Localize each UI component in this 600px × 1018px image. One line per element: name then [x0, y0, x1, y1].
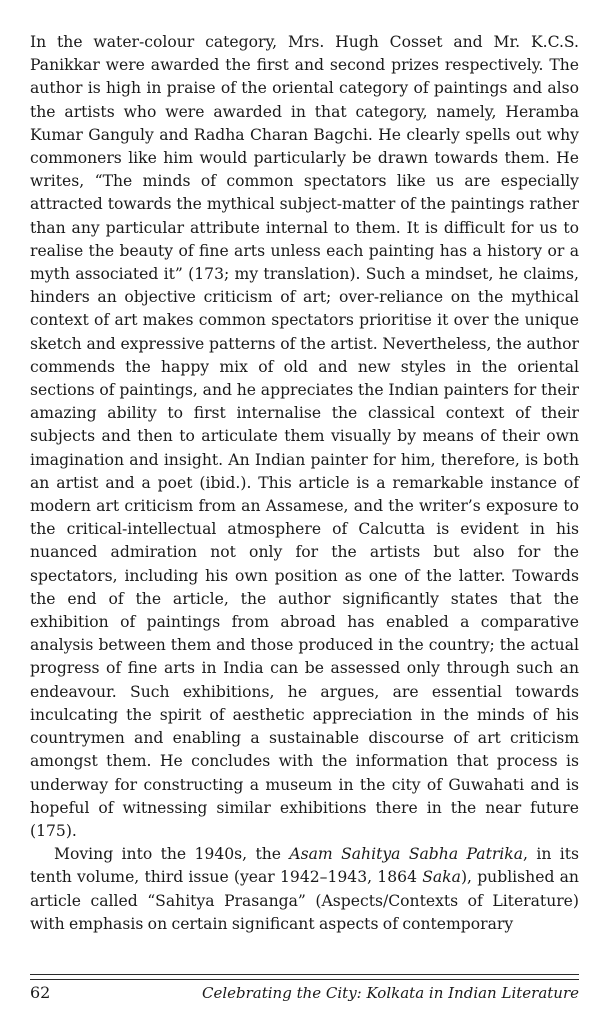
paragraph-text-part: , in its tenth volume, third issue (year 1942–1943, 1864 — [30, 845, 579, 887]
paragraph-text-part: Moving into the 1940s, the — [54, 845, 290, 864]
body-text — [30, 31, 579, 936]
paragraph-text: In the water-colour category, Mrs. Hugh Cosset and Mr. K.C.S. Panikkar were awarded the first and second prizes respectively. The author is high in praise of the oriental category of paintings and also the artists who were awarded in that category, namely, Heramba Kumar Ganguly and Radha Charan Bagchi. He clearly spells out why commoners like him would particularly be drawn towards them. He writes, “The minds of common spectators like us are especially attracted towards the mythical subject-matter of the paintings rather than any particular attribute internal to them. It is difficult for us to realise the beauty of fine arts unless each painting has a history or a myth associated it” (173; my translation). Such a mindset, he claims, hinders an objective criticism of art; over-reliance on the mythical context of art makes common spectators prioritise it over the unique sketch and expressive patterns of the artist. Nevertheless, the author commends the happy mix of old and new styles in the oriental sections of paintings, and he appreciates the Indian painters for their amazing ability to first internalise the classical context of their subjects and then to articulate them visually by means of their own imagination and insight. An Indian painter for him, therefore, is both an artist and a poet (ibid.). This article is a remarkable instance of modern art criticism from an Assamese, and the writer’s exposure to the critical-intellectual atmosphere of Calcutta is evident in his nuanced admiration not only for the artists but also for the spectators, including his own position as one of the latter. Towards the end of the article, the author significantly states that the exhibition of paintings from abroad has enabled a comparative analysis between them and those produced in the country; the actual progress of fine arts in India can be assessed only through such an endeavour. Such exhibitions, he argues, are essential towards inculcating the spirit of aesthetic appreciation in the minds of his countrymen and enabling a sustainable discourse of art criticism amongst them. He concludes with the information that process is underway for constructing a museum in the city of Guwahati and is hopeful of witnessing similar exhibitions there in the near future (175). — [30, 33, 579, 840]
paragraph-water-colour-prizes — [30, 31, 579, 843]
page-number: 62 — [30, 983, 51, 1002]
running-title: Celebrating the City: Kolkata in Indian Literature — [201, 984, 579, 1002]
paragraph-1940s-patrika — [30, 843, 579, 936]
italic-saka: Saka — [422, 868, 461, 887]
footer-double-rule — [30, 974, 579, 980]
italic-journal-title: Asam Sahitya Sabha Patrika — [289, 845, 524, 864]
paragraph-text-part: ), published an article called “Sahitya Prasanga” (Aspects/Contexts of Literature) with emphasis on certain significant aspects of contemporary — [30, 868, 579, 933]
